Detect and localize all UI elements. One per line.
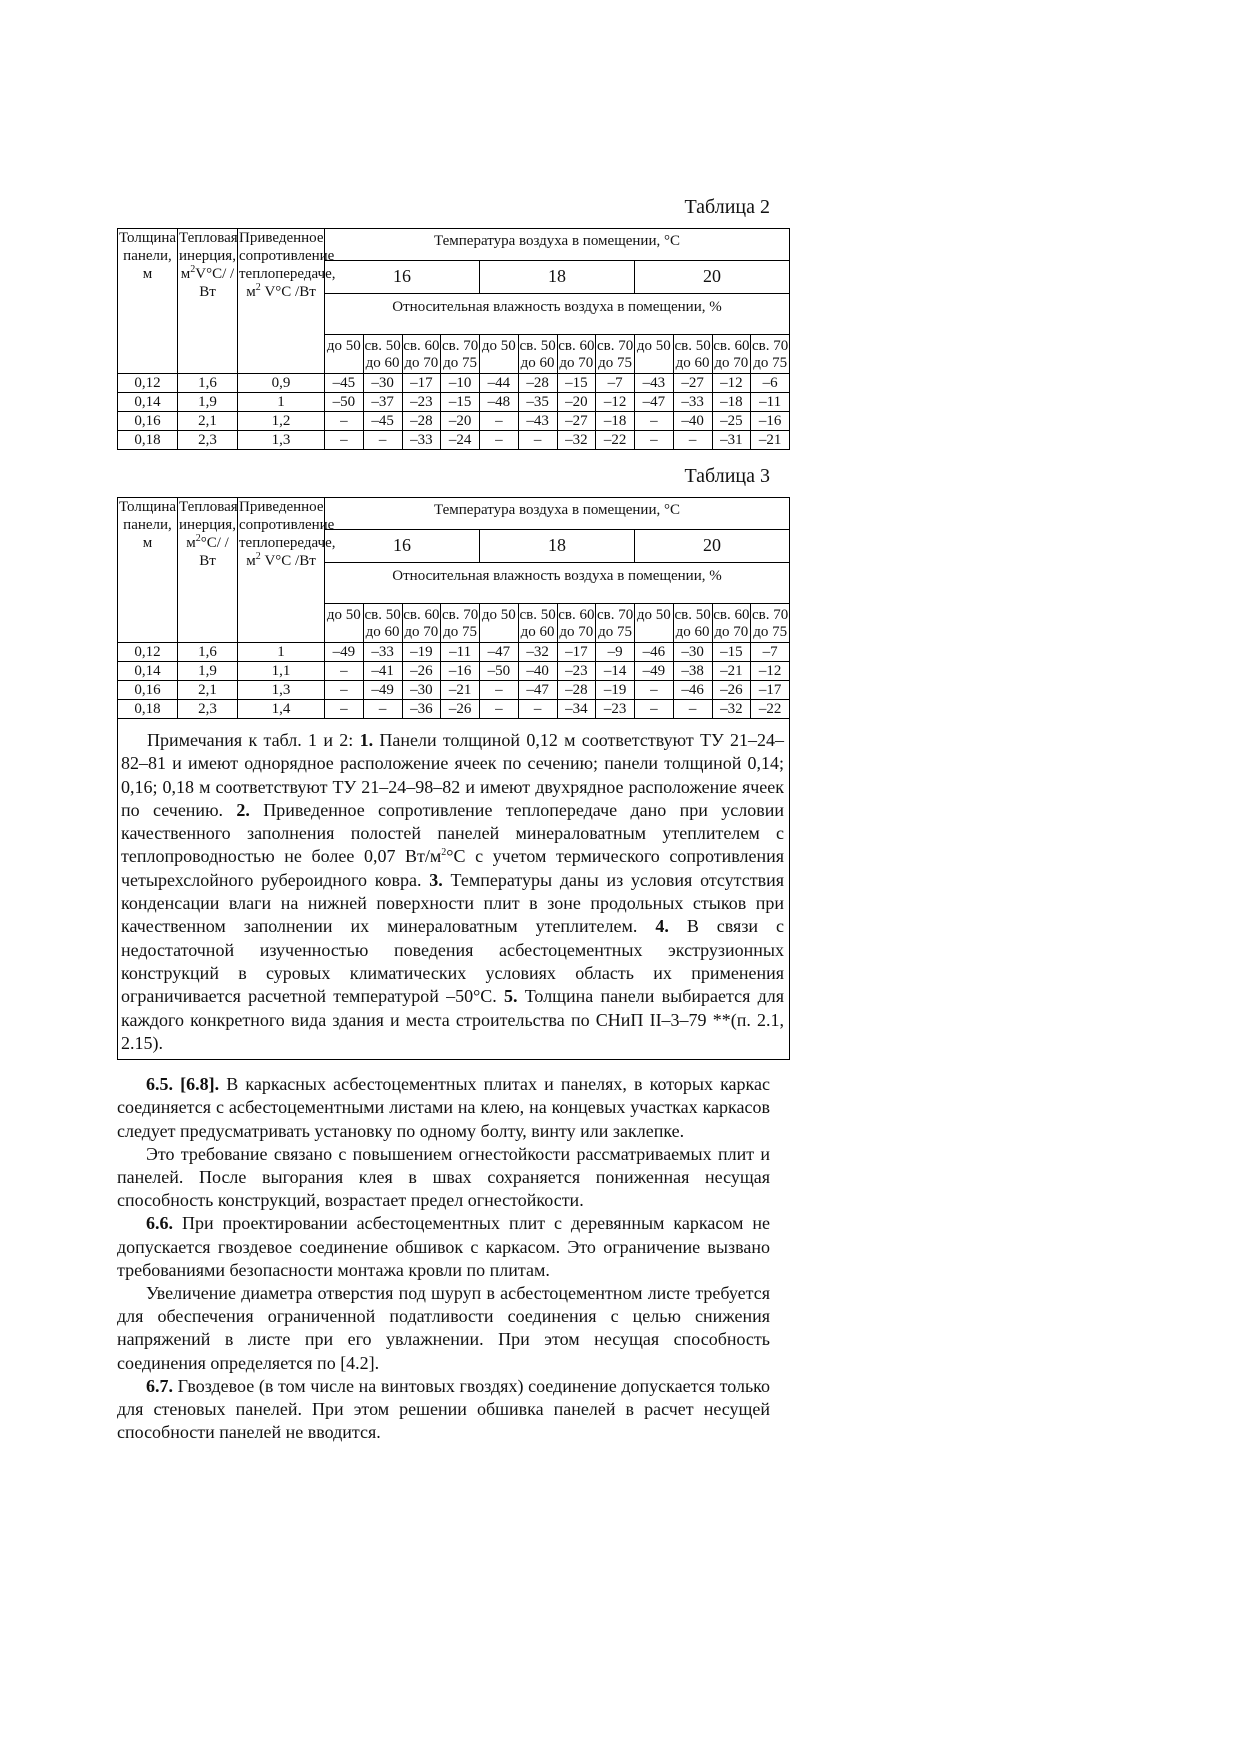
header-thickness: Толщина панели, м — [118, 229, 178, 374]
table-cell: – — [325, 681, 364, 700]
body-paragraph — [117, 1375, 770, 1445]
note-text: Температуры даны из условия отсутствия конденсации влаги на нижней поверхности плит в зоне продольных стыков при качественном заполнении их минераловатным утеплителем. — [121, 869, 785, 937]
clause-number: 6.5. [6.8]. — [146, 1074, 220, 1095]
table-cell: –17 — [557, 643, 596, 662]
table-cell: 0,16 — [118, 412, 178, 431]
table-cell: –41 — [363, 662, 402, 681]
table-cell: –49 — [635, 662, 674, 681]
table-cell: 0,14 — [118, 393, 178, 412]
table-cell: – — [480, 681, 519, 700]
header-humidity-range: св. 60 до 70 — [402, 335, 441, 374]
table-cell: –50 — [325, 393, 364, 412]
table-cell: 2,3 — [178, 431, 238, 450]
table-cell: –27 — [673, 374, 712, 393]
table-cell: –26 — [441, 700, 480, 719]
table-cell: –27 — [557, 412, 596, 431]
table-cell: –26 — [402, 662, 441, 681]
table-cell: – — [363, 431, 402, 450]
header-temp-16: 16 — [325, 261, 480, 294]
table-cell: –32 — [557, 431, 596, 450]
table-cell: –14 — [596, 662, 635, 681]
table-cell: –20 — [557, 393, 596, 412]
header-temp-20: 20 — [635, 530, 790, 563]
header-humidity-range: св. 70 до 75 — [596, 335, 635, 374]
table-cell: –49 — [325, 643, 364, 662]
header-humidity-range: св. 50 до 60 — [363, 604, 402, 643]
table-cell: –50 — [480, 662, 519, 681]
note-number: 1. — [359, 730, 374, 750]
table-cell: –20 — [441, 412, 480, 431]
table-cell: –48 — [480, 393, 519, 412]
table-cell: –17 — [402, 374, 441, 393]
table-cell: –21 — [441, 681, 480, 700]
table-cell: –32 — [518, 643, 557, 662]
table-cell: 1,6 — [178, 643, 238, 662]
table-cell: –21 — [751, 431, 790, 450]
note-text: Приведенное сопротивление теплопередаче дано при условии качественного заполнения полостей панелей минераловатным утеплителем с теплопроводностью не более 0,07 $Вт/м^2^\circ С$ с учетом термического сопротивления четырехслойного рубероидного ковра. — [121, 799, 785, 890]
table-cell: –28 — [402, 412, 441, 431]
table-cell: 1 — [238, 643, 325, 662]
table-cell: –9 — [596, 643, 635, 662]
table-cell: – — [480, 700, 519, 719]
header-humidity-range: св. 70 до 75 — [751, 604, 790, 643]
note-text: Панели толщиной 0,12 м соответствуют ТУ 21–24–82–81 и имеют однорядное расположение ячеек по сечению; панели толщиной 0,14; 0,16; 0,18 м соответствуют ТУ 21–24–98–82 и имеют двухрядное расположение ячеек по сечению. — [121, 730, 785, 820]
table2-body — [118, 229, 790, 450]
note-text: В связи с недостаточной изученностью поведения асбестоцементных экструзионных конструкций в суровых климатических условиях область их применения ограничивается расчетной температурой –50°С. — [121, 916, 785, 1007]
table-cell: –22 — [751, 700, 790, 719]
table-cell: –33 — [363, 643, 402, 662]
table2 — [117, 228, 790, 450]
table-cell: –28 — [518, 374, 557, 393]
table3 — [117, 497, 790, 1060]
table-cell: –30 — [363, 374, 402, 393]
table3-caption: Таблица 3 — [684, 465, 770, 487]
table-cell: –17 — [751, 681, 790, 700]
paragraph-text: При проектировании асбестоцементных плит с деревянным каркасом не допускается гвоздевое соединение обшивок с каркасом. Это ограничение вызвано требованиями безопасности монтажа кровли по плитам. — [117, 1213, 770, 1280]
table-cell: –18 — [712, 393, 751, 412]
table-cell: –19 — [402, 643, 441, 662]
table-cell: –30 — [673, 643, 712, 662]
table-cell: – — [480, 412, 519, 431]
header-humidity-range: св. 60 до 70 — [402, 604, 441, 643]
table-cell: –32 — [712, 700, 751, 719]
table-cell: –36 — [402, 700, 441, 719]
table-cell: –19 — [596, 681, 635, 700]
table-cell: –12 — [712, 374, 751, 393]
header-humidity-range: св. 50 до 60 — [673, 604, 712, 643]
table-cell: –34 — [557, 700, 596, 719]
table-cell: –16 — [441, 662, 480, 681]
table-cell: 1,3 — [238, 681, 325, 700]
table-cell: –23 — [596, 700, 635, 719]
table-cell: 2,1 — [178, 412, 238, 431]
table-cell: – — [325, 700, 364, 719]
table-cell: –11 — [751, 393, 790, 412]
header-air-temperature: Температура воздуха в помещении, °С — [325, 498, 790, 530]
header-humidity-range: св. 50 до 60 — [518, 335, 557, 374]
body-text — [117, 1073, 770, 1444]
note-number: 3. — [429, 869, 443, 890]
note-number: 2. — [236, 799, 250, 820]
table-cell: –47 — [480, 643, 519, 662]
table-cell: –47 — [518, 681, 557, 700]
table-cell: – — [325, 662, 364, 681]
table-cell: –23 — [402, 393, 441, 412]
table-cell: 1,9 — [178, 662, 238, 681]
header-humidity-range: св. 50 до 60 — [363, 335, 402, 374]
body-paragraph — [117, 1073, 770, 1143]
header-air-temperature: Температура воздуха в помещении, °С — [325, 229, 790, 261]
header-relative-humidity: Относительная влажность воздуха в помещении, % — [325, 294, 790, 335]
table-row — [118, 700, 790, 719]
body-paragraph — [117, 1143, 770, 1213]
table-cell: –25 — [712, 412, 751, 431]
table-cell: 1,2 — [238, 412, 325, 431]
header-humidity-range: св. 70 до 75 — [596, 604, 635, 643]
header-temp-16: 16 — [325, 530, 480, 563]
table-cell: – — [325, 412, 364, 431]
table-cell: –7 — [596, 374, 635, 393]
table-cell: – — [363, 700, 402, 719]
header-relative-humidity: Относительная влажность воздуха в помещении, % — [325, 563, 790, 604]
table-cell: – — [635, 412, 674, 431]
table-cell: 1,1 — [238, 662, 325, 681]
header-humidity-range: до 50 — [480, 604, 519, 643]
page — [117, 196, 789, 1444]
table-cell: –23 — [557, 662, 596, 681]
table-cell: 0,14 — [118, 662, 178, 681]
table-cell: –45 — [363, 412, 402, 431]
header-inertia: Тепловая инерция, $м^2^\circ С/$ /Вт — [178, 498, 238, 643]
table-cell: –12 — [751, 662, 790, 681]
table2-caption: Таблица 2 — [684, 196, 770, 218]
table-cell: –15 — [712, 643, 751, 662]
table-cell: –38 — [673, 662, 712, 681]
header-resistance: Приведенное сопротивление теплопередаче, $м^2$ V°C /Вт — [238, 498, 325, 643]
table-cell: –33 — [402, 431, 441, 450]
table-cell: –26 — [712, 681, 751, 700]
table-cell: –43 — [518, 412, 557, 431]
header-humidity-range: св. 50 до 60 — [518, 604, 557, 643]
table-cell: 0,12 — [118, 643, 178, 662]
table-cell: – — [518, 700, 557, 719]
table-cell: –15 — [441, 393, 480, 412]
body-paragraph — [117, 1212, 770, 1282]
header-humidity-range: св. 60 до 70 — [557, 335, 596, 374]
header-humidity-range: св. 70 до 75 — [441, 335, 480, 374]
table-cell: – — [673, 431, 712, 450]
table-cell: 0,18 — [118, 700, 178, 719]
header-humidity-range: св. 60 до 70 — [557, 604, 596, 643]
table-cell: –47 — [635, 393, 674, 412]
header-temp-18: 18 — [480, 261, 635, 294]
table-row — [118, 412, 790, 431]
note-text: Толщина панели выбирается для каждого конкретного вида здания и места строительства по СНиП II–3–79 **(п. 2.1, 2.15). — [121, 986, 785, 1053]
table-cell: – — [518, 431, 557, 450]
table-cell: –33 — [673, 393, 712, 412]
table-cell: –6 — [751, 374, 790, 393]
header-humidity-range: св. 70 до 75 — [751, 335, 790, 374]
table-cell: –18 — [596, 412, 635, 431]
table-row — [118, 662, 790, 681]
paragraph-text: Увеличение диаметра отверстия под шуруп в асбестоцементном листе требуется для обеспечения ограниченной податливости соединения с целью снижения напряжений в листе при его увлажнении. При этом несущая способность соединения определяется по [4.2]. — [117, 1282, 770, 1373]
clause-number: 6.7. — [146, 1375, 173, 1396]
table3-body — [118, 498, 790, 1060]
table-row — [118, 643, 790, 662]
table-cell: –31 — [712, 431, 751, 450]
header-humidity-range: до 50 — [635, 604, 674, 643]
table-cell: –45 — [325, 374, 364, 393]
table-cell: –11 — [441, 643, 480, 662]
table-cell: –12 — [596, 393, 635, 412]
table-cell: 1,9 — [178, 393, 238, 412]
table-cell: – — [635, 700, 674, 719]
table-cell: –46 — [673, 681, 712, 700]
paragraph-text: В каркасных асбестоцементных плитах и панелях, в которых каркас соединяется с асбестоцементными листами на клею, на концевых участках каркасов следует предусматривать установку по одному болту, винту или заклепке. — [117, 1074, 770, 1141]
table-cell: –28 — [557, 681, 596, 700]
table-cell: – — [635, 681, 674, 700]
header-humidity-range: св. 60 до 70 — [712, 335, 751, 374]
header-humidity-range: св. 60 до 70 — [712, 604, 751, 643]
table-cell: 1,3 — [238, 431, 325, 450]
table-cell: 1 — [238, 393, 325, 412]
table-cell: –21 — [712, 662, 751, 681]
note-number: 5. — [504, 986, 518, 1007]
table-cell: –43 — [635, 374, 674, 393]
note-text: Примечания к табл. 1 и 2: — [147, 730, 360, 750]
table-cell: –7 — [751, 643, 790, 662]
paragraph-text: Это требование связано с повышением огнестойкости рассматриваемых плит и панелей. После выгорания клея в швах сохраняется пониженная несущая способность конструкций, возрастает предел огнестойкости. — [117, 1143, 770, 1211]
table-row — [118, 431, 790, 450]
table-cell: – — [673, 700, 712, 719]
notes-paragraph — [121, 729, 784, 1055]
table-cell: –40 — [673, 412, 712, 431]
table-cell: –37 — [363, 393, 402, 412]
table-cell: – — [480, 431, 519, 450]
table-cell: 2,1 — [178, 681, 238, 700]
table-row — [118, 393, 790, 412]
table-cell: 1,4 — [238, 700, 325, 719]
header-humidity-range: до 50 — [325, 604, 364, 643]
table-cell: – — [325, 431, 364, 450]
table-cell: –10 — [441, 374, 480, 393]
table-row — [118, 374, 790, 393]
header-humidity-range: до 50 — [325, 335, 364, 374]
table-cell: –22 — [596, 431, 635, 450]
note-number: 4. — [655, 916, 669, 937]
table-row — [118, 681, 790, 700]
table-cell: 0,16 — [118, 681, 178, 700]
header-resistance: Приведенное сопротивление теплопередаче, $м^2$ V°C /Вт — [238, 229, 325, 374]
table-cell: –15 — [557, 374, 596, 393]
paragraph-text: Гвоздевое (в том числе на винтовых гвоздях) соединение допускается только для стеновых панелей. При этом решении обшивка панелей в расчет несущей способности панелей не вводится. — [117, 1375, 770, 1443]
table-cell: 0,12 — [118, 374, 178, 393]
table-cell: 2,3 — [178, 700, 238, 719]
table-cell: –24 — [441, 431, 480, 450]
table-cell: 1,6 — [178, 374, 238, 393]
body-paragraph — [117, 1282, 770, 1375]
table-cell: –35 — [518, 393, 557, 412]
header-humidity-range: св. 70 до 75 — [441, 604, 480, 643]
table-cell: 0,9 — [238, 374, 325, 393]
header-temp-18: 18 — [480, 530, 635, 563]
table-cell: –30 — [402, 681, 441, 700]
clause-number: 6.6. — [146, 1213, 173, 1234]
header-inertia: Тепловая инерция, $м^2V^\circ C/$ /Вт — [178, 229, 238, 374]
header-thickness: Толщина панели, м — [118, 498, 178, 643]
table-cell: –40 — [518, 662, 557, 681]
table-cell: –44 — [480, 374, 519, 393]
table-cell: –46 — [635, 643, 674, 662]
table-cell: 0,18 — [118, 431, 178, 450]
table-cell: – — [635, 431, 674, 450]
table-notes — [118, 719, 790, 1060]
header-humidity-range: до 50 — [480, 335, 519, 374]
table-cell: –16 — [751, 412, 790, 431]
header-humidity-range: до 50 — [635, 335, 674, 374]
header-temp-20: 20 — [635, 261, 790, 294]
table-cell: –49 — [363, 681, 402, 700]
header-humidity-range: св. 50 до 60 — [673, 335, 712, 374]
